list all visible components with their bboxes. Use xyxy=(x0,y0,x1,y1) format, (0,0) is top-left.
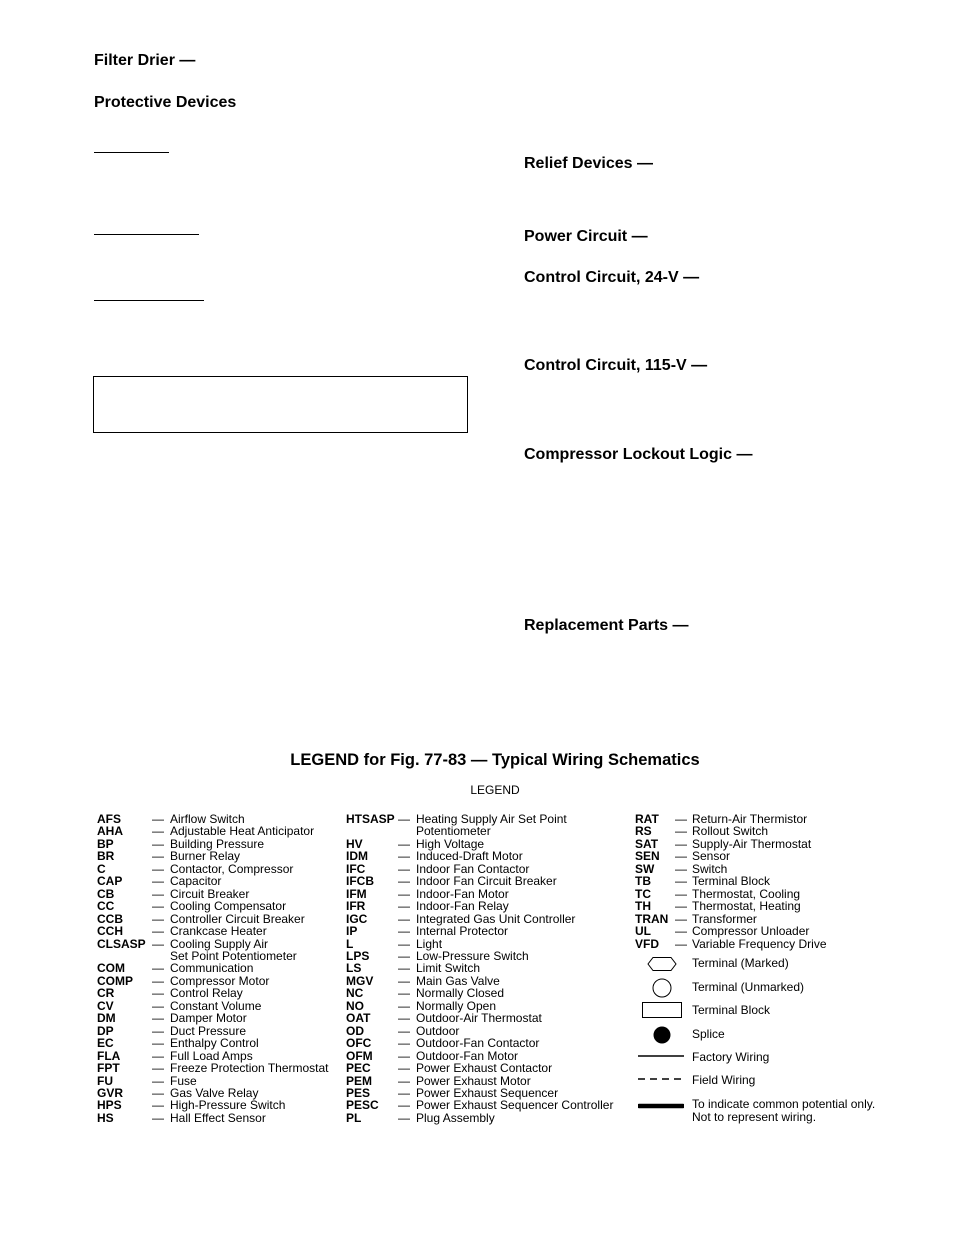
legend-dash: — xyxy=(152,849,164,864)
legend-row xyxy=(97,925,329,937)
protective-devices-heading: Protective Devices xyxy=(94,94,237,111)
legend-abbreviation: CV xyxy=(97,998,114,1013)
legend-description: Power Exhaust Sequencer Controller xyxy=(416,1098,614,1113)
legend-description: Low-Pressure Switch xyxy=(416,948,529,963)
legend-abbreviation: HTSASP xyxy=(346,812,395,826)
legend-abbreviation: PEM xyxy=(346,1073,373,1088)
legend-dash: — xyxy=(152,961,164,976)
legend-description: Power Exhaust Sequencer xyxy=(416,1085,559,1100)
legend-description: Circuit Breaker xyxy=(170,886,250,901)
legend-abbreviation: OFM xyxy=(346,1048,373,1063)
legend-description: Plug Assembly xyxy=(416,1110,495,1125)
legend-row xyxy=(97,1112,329,1124)
legend-description: Outdoor-Air Thermostat xyxy=(416,1011,542,1026)
legend-description: Internal Protector xyxy=(416,924,509,939)
legend-dash: — xyxy=(675,874,687,889)
legend-column-3 xyxy=(635,813,827,950)
legend-abbreviation: CCH xyxy=(97,924,123,939)
legend-abbreviation: C xyxy=(97,861,106,876)
legend-abbreviation: COM xyxy=(97,961,125,976)
legend-description: Thermostat, Cooling xyxy=(692,886,801,901)
legend-abbreviation: TC xyxy=(635,886,651,901)
legend-description: Outdoor-Fan Contactor xyxy=(416,1036,540,1051)
control-circuit-115v-heading: Control Circuit, 115-V — xyxy=(524,357,708,374)
legend-dash: — xyxy=(152,861,164,876)
legend-description: Control Relay xyxy=(170,986,243,1001)
legend-description: Damper Motor xyxy=(170,1011,247,1026)
legend-abbreviation: L xyxy=(346,936,354,951)
legend-dash: — xyxy=(675,886,687,901)
legend-description: Cooling Compensator xyxy=(170,899,287,914)
legend-row xyxy=(346,900,613,912)
legend-description: High Voltage xyxy=(416,836,485,851)
legend-description: Power Exhaust Motor xyxy=(416,1073,531,1088)
legend-dash: — xyxy=(152,911,164,926)
legend-description: Power Exhaust Contactor xyxy=(416,1061,553,1076)
legend-abbreviation: LS xyxy=(346,961,362,976)
legend-row xyxy=(97,875,329,887)
legend-dash: — xyxy=(152,899,164,914)
legend-dash: — xyxy=(398,973,410,988)
figure-title: LEGEND for Fig. 77-83 — Typical Wiring Schematics xyxy=(290,751,700,769)
legend-row xyxy=(346,850,613,862)
legend-dash: — xyxy=(398,1085,410,1100)
symbol-label: Factory Wiring xyxy=(692,1050,770,1064)
legend-abbreviation: HPS xyxy=(97,1098,122,1113)
legend-abbreviation: AHA xyxy=(97,824,123,839)
symbol-label: Terminal Block xyxy=(692,1003,771,1017)
legend-description: Building Pressure xyxy=(170,836,265,851)
legend-row xyxy=(635,925,827,937)
subheading-rule-3 xyxy=(94,300,204,301)
legend-description: Set Point Potentiometer xyxy=(170,948,297,963)
legend-dash: — xyxy=(152,1011,164,1026)
legend-abbreviation: LPS xyxy=(346,948,370,963)
legend-abbreviation: TB xyxy=(635,874,651,889)
legend-abbreviation: COMP xyxy=(97,973,133,988)
legend-dash: — xyxy=(398,986,410,1001)
legend-abbreviation: BP xyxy=(97,836,114,851)
legend-abbreviation: IDM xyxy=(346,849,368,864)
subheading-rule-1 xyxy=(94,152,169,153)
legend-dash: — xyxy=(152,1110,164,1125)
legend-abbreviation: AFS xyxy=(97,812,121,826)
legend-dash: — xyxy=(398,911,410,926)
legend-abbreviation: PL xyxy=(346,1110,362,1125)
legend-description: Potentiometer xyxy=(416,824,491,839)
legend-description: Outdoor xyxy=(416,1023,460,1038)
legend-row xyxy=(635,938,827,950)
legend-abbreviation: PEC xyxy=(346,1061,371,1076)
legend-abbreviation: TH xyxy=(635,899,651,914)
legend-description: Variable Frequency Drive xyxy=(692,936,827,951)
legend-dash: — xyxy=(398,812,410,826)
legend-description: Indoor-Fan Relay xyxy=(416,899,509,914)
legend-abbreviation: CB xyxy=(97,886,115,901)
legend-abbreviation: UL xyxy=(635,924,651,939)
legend-description: High-Pressure Switch xyxy=(170,1098,286,1113)
symbol-label: Field Wiring xyxy=(692,1073,756,1087)
legend-dash: — xyxy=(152,1085,164,1100)
legend-description: Thermostat, Heating xyxy=(692,899,801,914)
legend-row xyxy=(97,850,329,862)
legend-abbreviation: OFC xyxy=(346,1036,372,1051)
legend-description: Limit Switch xyxy=(416,961,481,976)
relief-devices-heading: Relief Devices — xyxy=(524,155,653,172)
factory-wiring-icon xyxy=(638,1051,684,1061)
legend-description: Contactor, Compressor xyxy=(170,861,294,876)
legend-abbreviation: FLA xyxy=(97,1048,121,1063)
legend-description: Heating Supply Air Set Point xyxy=(416,812,567,826)
legend-dash: — xyxy=(398,849,410,864)
legend-description: Rollout Switch xyxy=(692,824,769,839)
legend-dash: — xyxy=(398,1023,410,1038)
legend-abbreviation: IFR xyxy=(346,899,366,914)
legend-dash: — xyxy=(152,1048,164,1063)
legend-dash: — xyxy=(675,849,687,864)
legend-dash: — xyxy=(152,1023,164,1038)
legend-row xyxy=(346,925,613,937)
legend-row xyxy=(635,838,827,850)
field-wiring-icon xyxy=(638,1074,684,1084)
legend-description: Return-Air Thermistor xyxy=(692,812,808,826)
legend-abbreviation: DM xyxy=(97,1011,116,1026)
legend-abbreviation: SW xyxy=(635,861,655,876)
legend-abbreviation: CCB xyxy=(97,911,123,926)
legend-row xyxy=(97,1062,329,1074)
legend-row xyxy=(346,1062,613,1074)
legend-description: Transformer xyxy=(692,911,757,926)
subheading-rule-2 xyxy=(94,234,199,235)
legend-description: Outdoor-Fan Motor xyxy=(416,1048,519,1063)
compressor-lockout-heading: Compressor Lockout Logic — xyxy=(524,446,753,463)
legend-row xyxy=(97,987,329,999)
terminal-unmarked-icon xyxy=(638,978,686,998)
legend-row xyxy=(97,1099,329,1111)
legend-dash: — xyxy=(152,1098,164,1113)
legend-description: Crankcase Heater xyxy=(170,924,267,939)
legend-dash: — xyxy=(675,899,687,914)
legend-description: Compressor Unloader xyxy=(692,924,810,939)
legend-description: Main Gas Valve xyxy=(416,973,500,988)
legend-abbreviation: TRAN xyxy=(635,911,669,926)
common-potential-icon xyxy=(638,1101,684,1111)
legend-abbreviation: IGC xyxy=(346,911,368,926)
legend-dash: — xyxy=(152,812,164,826)
legend-description: Communication xyxy=(170,961,254,976)
legend-abbreviation: PES xyxy=(346,1085,371,1100)
legend-description: Gas Valve Relay xyxy=(170,1085,259,1100)
legend-dash: — xyxy=(152,836,164,851)
common-potential-label xyxy=(692,1098,875,1123)
legend-abbreviation: RS xyxy=(635,824,652,839)
legend-abbreviation: GVR xyxy=(97,1085,124,1100)
legend-dash: — xyxy=(152,824,164,839)
legend-row xyxy=(635,850,827,862)
legend-description: Capacitor xyxy=(170,874,222,889)
legend-dash: — xyxy=(398,1048,410,1063)
legend-dash: — xyxy=(152,874,164,889)
legend-description: Airflow Switch xyxy=(170,812,245,826)
legend-description: Indoor Fan Circuit Breaker xyxy=(416,874,557,889)
legend-abbreviation: SAT xyxy=(635,836,659,851)
legend-description: Supply-Air Thermostat xyxy=(692,836,812,851)
legend-description: Full Load Amps xyxy=(170,1048,253,1063)
symbol-label: Terminal (Unmarked) xyxy=(692,980,805,994)
legend-row xyxy=(97,900,329,912)
legend-dash: — xyxy=(398,874,410,889)
legend-abbreviation: CC xyxy=(97,899,115,914)
legend-dash: — xyxy=(152,998,164,1013)
legend-row xyxy=(346,1012,613,1024)
legend-description: Enthalpy Control xyxy=(170,1036,259,1051)
legend-row xyxy=(346,1099,613,1111)
legend-abbreviation: RAT xyxy=(635,812,659,826)
legend-dash: — xyxy=(398,1110,410,1125)
legend-dash: — xyxy=(398,899,410,914)
power-circuit-heading: Power Circuit — xyxy=(524,228,648,245)
legend-row xyxy=(346,987,613,999)
legend-dash: — xyxy=(398,1098,410,1113)
legend-dash: — xyxy=(675,861,687,876)
legend-abbreviation: NO xyxy=(346,998,364,1013)
legend-description: Cooling Supply Air xyxy=(170,936,269,951)
legend-abbreviation: CLSASP xyxy=(97,936,146,951)
legend-description: Freeze Protection Thermostat xyxy=(170,1061,329,1076)
legend-dash: — xyxy=(398,1061,410,1076)
symbol-label-line-2: Not to represent wiring. xyxy=(692,1109,817,1124)
symbol-label-line-1: To indicate common potential only. xyxy=(692,1097,876,1111)
legend-label: LEGEND xyxy=(470,783,520,797)
legend-description: Hall Effect Sensor xyxy=(170,1110,266,1125)
control-circuit-24v-heading: Control Circuit, 24-V — xyxy=(524,269,700,286)
splice-icon xyxy=(638,1026,686,1044)
legend-description: Controller Circuit Breaker xyxy=(170,911,305,926)
symbol-label: Splice xyxy=(692,1027,725,1041)
legend-description: Normally Open xyxy=(416,998,497,1013)
legend-abbreviation: OAT xyxy=(346,1011,371,1026)
legend-abbreviation: VFD xyxy=(635,936,659,951)
legend-dash: — xyxy=(675,924,687,939)
legend-description: Indoor-Fan Motor xyxy=(416,886,509,901)
legend-abbreviation: FPT xyxy=(97,1061,120,1076)
legend-abbreviation: SEN xyxy=(635,849,660,864)
legend-abbreviation: CR xyxy=(97,986,115,1001)
legend-row xyxy=(635,900,827,912)
legend-abbreviation: NC xyxy=(346,986,364,1001)
legend-description: Integrated Gas Unit Controller xyxy=(416,911,576,926)
legend-dash: — xyxy=(398,836,410,851)
legend-dash: — xyxy=(398,861,410,876)
legend-abbreviation: MGV xyxy=(346,973,374,988)
legend-abbreviation: IFM xyxy=(346,886,367,901)
legend-dash: — xyxy=(675,836,687,851)
legend-column-2 xyxy=(346,813,613,1124)
legend-dash: — xyxy=(152,973,164,988)
legend-dash: — xyxy=(398,924,410,939)
legend-dash: — xyxy=(398,886,410,901)
legend-description: Burner Relay xyxy=(170,849,241,864)
legend-dash: — xyxy=(152,1036,164,1051)
legend-dash: — xyxy=(152,1061,164,1076)
legend-abbreviation: CAP xyxy=(97,874,123,889)
legend-row xyxy=(97,1012,329,1024)
legend-abbreviation: IFC xyxy=(346,861,366,876)
legend-dash: — xyxy=(398,1011,410,1026)
legend-row xyxy=(346,1037,613,1049)
legend-description: Fuse xyxy=(170,1073,197,1088)
legend-dash: — xyxy=(152,1073,164,1088)
legend-abbreviation: IP xyxy=(346,924,358,939)
notice-box xyxy=(93,376,468,433)
legend-abbreviation: HS xyxy=(97,1110,114,1125)
legend-row xyxy=(346,875,613,887)
legend-abbreviation: EC xyxy=(97,1036,114,1051)
legend-abbreviation: BR xyxy=(97,849,115,864)
terminal-block-icon xyxy=(642,1002,682,1018)
legend-dash: — xyxy=(152,886,164,901)
legend-abbreviation: IFCB xyxy=(346,874,374,889)
legend-dash: — xyxy=(398,948,410,963)
filter-drier-heading: Filter Drier — xyxy=(94,52,196,69)
legend-dash: — xyxy=(152,924,164,939)
legend-dash: — xyxy=(398,936,410,951)
legend-description: Constant Volume xyxy=(170,998,262,1013)
legend-row xyxy=(635,875,827,887)
legend-dash: — xyxy=(675,936,687,951)
legend-dash: — xyxy=(398,1036,410,1051)
terminal-marked-icon xyxy=(638,956,686,972)
legend-description: Induced-Draft Motor xyxy=(416,849,523,864)
legend-description: Switch xyxy=(692,861,728,876)
legend-dash: — xyxy=(398,961,410,976)
legend-description: Duct Pressure xyxy=(170,1023,247,1038)
legend-description: Adjustable Heat Anticipator xyxy=(170,824,315,839)
legend-abbreviation: FU xyxy=(97,1073,113,1088)
legend-description: Light xyxy=(416,936,443,951)
legend-dash: — xyxy=(398,1073,410,1088)
legend-column-1 xyxy=(97,813,329,1124)
replacement-parts-heading: Replacement Parts — xyxy=(524,617,689,634)
legend-abbreviation: PESC xyxy=(346,1098,379,1113)
legend-dash: — xyxy=(398,998,410,1013)
legend-description: Terminal Block xyxy=(692,874,771,889)
legend-description: Sensor xyxy=(692,849,731,864)
legend-row xyxy=(97,1037,329,1049)
legend-dash: — xyxy=(675,824,687,839)
legend-abbreviation: OD xyxy=(346,1023,364,1038)
legend-abbreviation: HV xyxy=(346,836,363,851)
legend-description: Indoor Fan Contactor xyxy=(416,861,530,876)
legend-dash: — xyxy=(675,812,687,826)
legend-dash: — xyxy=(152,986,164,1001)
symbol-label: Terminal (Marked) xyxy=(692,956,789,970)
legend-description: Compressor Motor xyxy=(170,973,270,988)
legend-description: Normally Closed xyxy=(416,986,505,1001)
legend-row xyxy=(346,1112,613,1124)
legend-abbreviation: DP xyxy=(97,1023,114,1038)
legend-dash: — xyxy=(675,911,687,926)
legend-dash: — xyxy=(152,936,164,951)
